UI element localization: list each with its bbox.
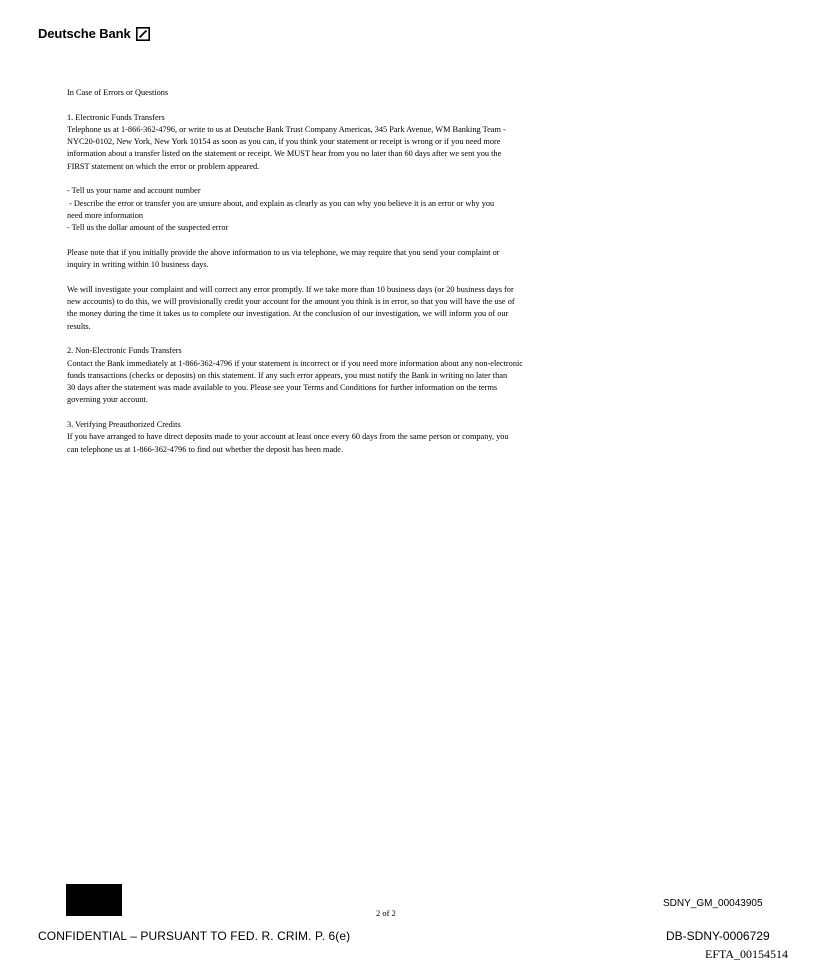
document-body <box>67 87 647 468</box>
section-title: 3. Verifying Preauthorized Credits <box>67 420 181 430</box>
redaction-box <box>66 884 122 916</box>
section-non-electronic-transfers: 2. Non-Electronic Funds Transfers Contact the Bank immediately at 1-866-362-4796 if your statement is incorrect or if you need more information about any non-electronic funds transactions (checks or deposits) on this statement. If any such error appears, you must notify the Bank in writing no later than 30 days after the statement was made available to you. Please see your Terms and Conditions for further information on the terms governing your account. <box>67 345 647 406</box>
deutsche-bank-logo-icon <box>136 27 150 41</box>
section-electronic-transfers: 1. Electronic Funds Transfers Telephone us at 1-866-362-4796, or write to us at Deutsche Bank Trust Company Americas, 345 Park Avenue, WM Banking Team - NYC20-0102, New York, New York 10154 as soon as you can, if you think your statement or receipt is wrong or if you need more information about a transfer listed on the statement or receipt. We MUST hear from you no later than 60 days after we sent you the FIRST statement on which the error or problem appeared. <box>67 112 647 173</box>
section-title: 1. Electronic Funds Transfers <box>67 112 165 122</box>
page-number: 2 of 2 <box>376 908 396 918</box>
bank-header <box>38 26 150 41</box>
page-heading: In Case of Errors or Questions <box>67 88 169 97</box>
section-preauthorized-credits: 3. Verifying Preauthorized Credits If you have arranged to have direct deposits made to your account at least once every 60 days from the same person or company, you can telephone us at 1-866-362-4796 to find out whether the deposit has been made. <box>67 419 647 456</box>
bates-stamp-gm: SDNY_GM_00043905 <box>663 898 763 909</box>
telephone-note: Please note that if you initially provide the above information to us via telephone, we may require that you send your complaint or inquiry in writing within 10 business days. <box>67 247 500 270</box>
confidential-notice: CONFIDENTIAL – PURSUANT TO FED. R. CRIM. P. 6(e) <box>38 929 351 943</box>
bates-stamp-efta: EFTA_00154514 <box>705 947 789 961</box>
bank-name: Deutsche Bank <box>38 26 131 41</box>
bates-stamp-db: DB-SDNY-0006729 <box>666 929 770 943</box>
instruction-list: - Tell us your name and account number - Describe the error or transfer you are unsure about, and explain as clearly as you can why you believe it is an error or why you need more information - Tell us the dollar amount of the suspected error <box>67 186 495 233</box>
section-title: 2. Non-Electronic Funds Transfers <box>67 346 182 356</box>
investigation-paragraph: We will investigate your complaint and will correct any error promptly. If we take more than 10 business days (or 20 business days for new accounts) to do this, we will provisionally credit your account for the amount you think is in error, so that you will have the use of the money during the time it takes us to complete our investigation. At the conclusion of our investigation, we will inform you of our results. <box>67 284 515 331</box>
